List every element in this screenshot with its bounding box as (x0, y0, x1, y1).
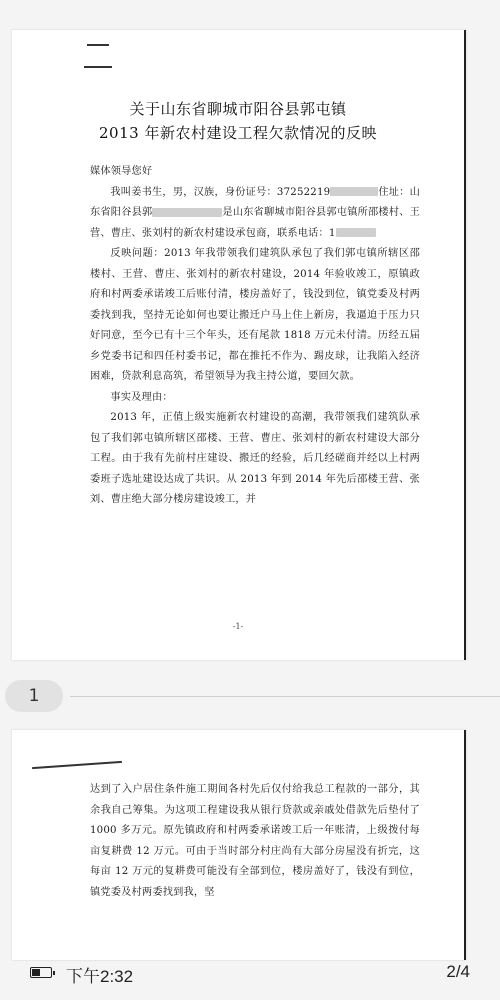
document-title-line-1: 关于山东省聊城市阳谷县郭屯镇 (129, 100, 347, 118)
battery-icon (30, 967, 52, 978)
page-2-body (90, 780, 420, 903)
page-number: -1- (232, 622, 244, 631)
scan-mark (87, 44, 109, 46)
page-count: 2/4 (446, 962, 470, 981)
page-1-body (90, 162, 420, 511)
page-separator (0, 680, 500, 716)
intro-text-2: 住址：山东省阳谷县郭 (90, 186, 420, 218)
document-title-line-2: 2013 年新农村建设工程欠款情况的反映 (99, 124, 377, 142)
reflect-paragraph (90, 244, 420, 388)
document-page-2 (12, 730, 466, 960)
reflect-heading: 反映问题： (110, 248, 165, 259)
document-page-1 (12, 30, 466, 660)
reflect-text: 2013 年我带领我们建筑队承包了我们郭屯镇所辖区邵楼村、王营、曹庄、张刘村的新农村建设，2014 年验收竣工，原镇政府和村两委承诺竣工后账付清，楼房盖好了，钱没到位，镇党委及村两委找到我，坚持无论如何也要让搬迁户马上住上新房，我逼迫于压力只好同意，至今已有十三个年头，还有尾款 1818 万元未付清。历经五届乡党委书记和四任村委书记，都在推托不作为、踢皮球，让我陷入经济困难，贷款利息高筑，希望领导为我主持公道，要回欠款。 (90, 248, 421, 382)
page-indicator[interactable]: 1 (5, 680, 63, 712)
scan-mark (32, 761, 122, 769)
intro-text-1: 我叫姜书生，男，汉族，身份证号：37252219 (110, 186, 331, 198)
redacted-address (152, 208, 222, 217)
scan-mark (84, 66, 112, 68)
separator-line (70, 696, 500, 697)
facts-text: 2013 年，正值上级实施新农村建设的高潮，我带领我们建筑队承包了我们郭屯镇所辖区邵楼、王营、曹庄、张刘村的新农村建设大部分工程。由于我有先前村庄建设、搬迁的经验，后几经磋商并经以上村两委班子选址建设达成了共识。从 2013 年到 2014 年先后邵楼王营、张刘、曹庄绝大部分楼房建设竣工，并 (90, 412, 420, 505)
redacted-id (330, 187, 378, 196)
status-bar (0, 950, 500, 1000)
intro-paragraph (90, 183, 420, 245)
facts-heading: 事实及理由： (110, 391, 173, 403)
clock-time: 下午2:32 (66, 967, 134, 986)
page-2-text: 达到了入户居住条件施工期间各村先后仅付给我总工程款的一部分，其余我自己筹集。为这项工程建设我从银行贷款或亲戚处借款先后垫付了 1000 多万元。原先镇政府和村两委承诺竣工后一年账清，上级拨付每亩复耕费 12 万元。可由于当时部分村庄尚有大部分房屋没有折完，这每亩 12 万元的复耕费可能没有全部到位，楼房盖好了，钱没有到位，镇党委及村两委找到我，坚 (90, 784, 420, 898)
redacted-phone (336, 228, 376, 237)
intro-text-3: 是山东省聊城市阳谷县郭屯镇所邵楼村、王营、曹庄、张刘村的新农村建设承包商，联系电话：1 (90, 207, 420, 239)
greeting: 媒体领导您好 (90, 166, 153, 177)
